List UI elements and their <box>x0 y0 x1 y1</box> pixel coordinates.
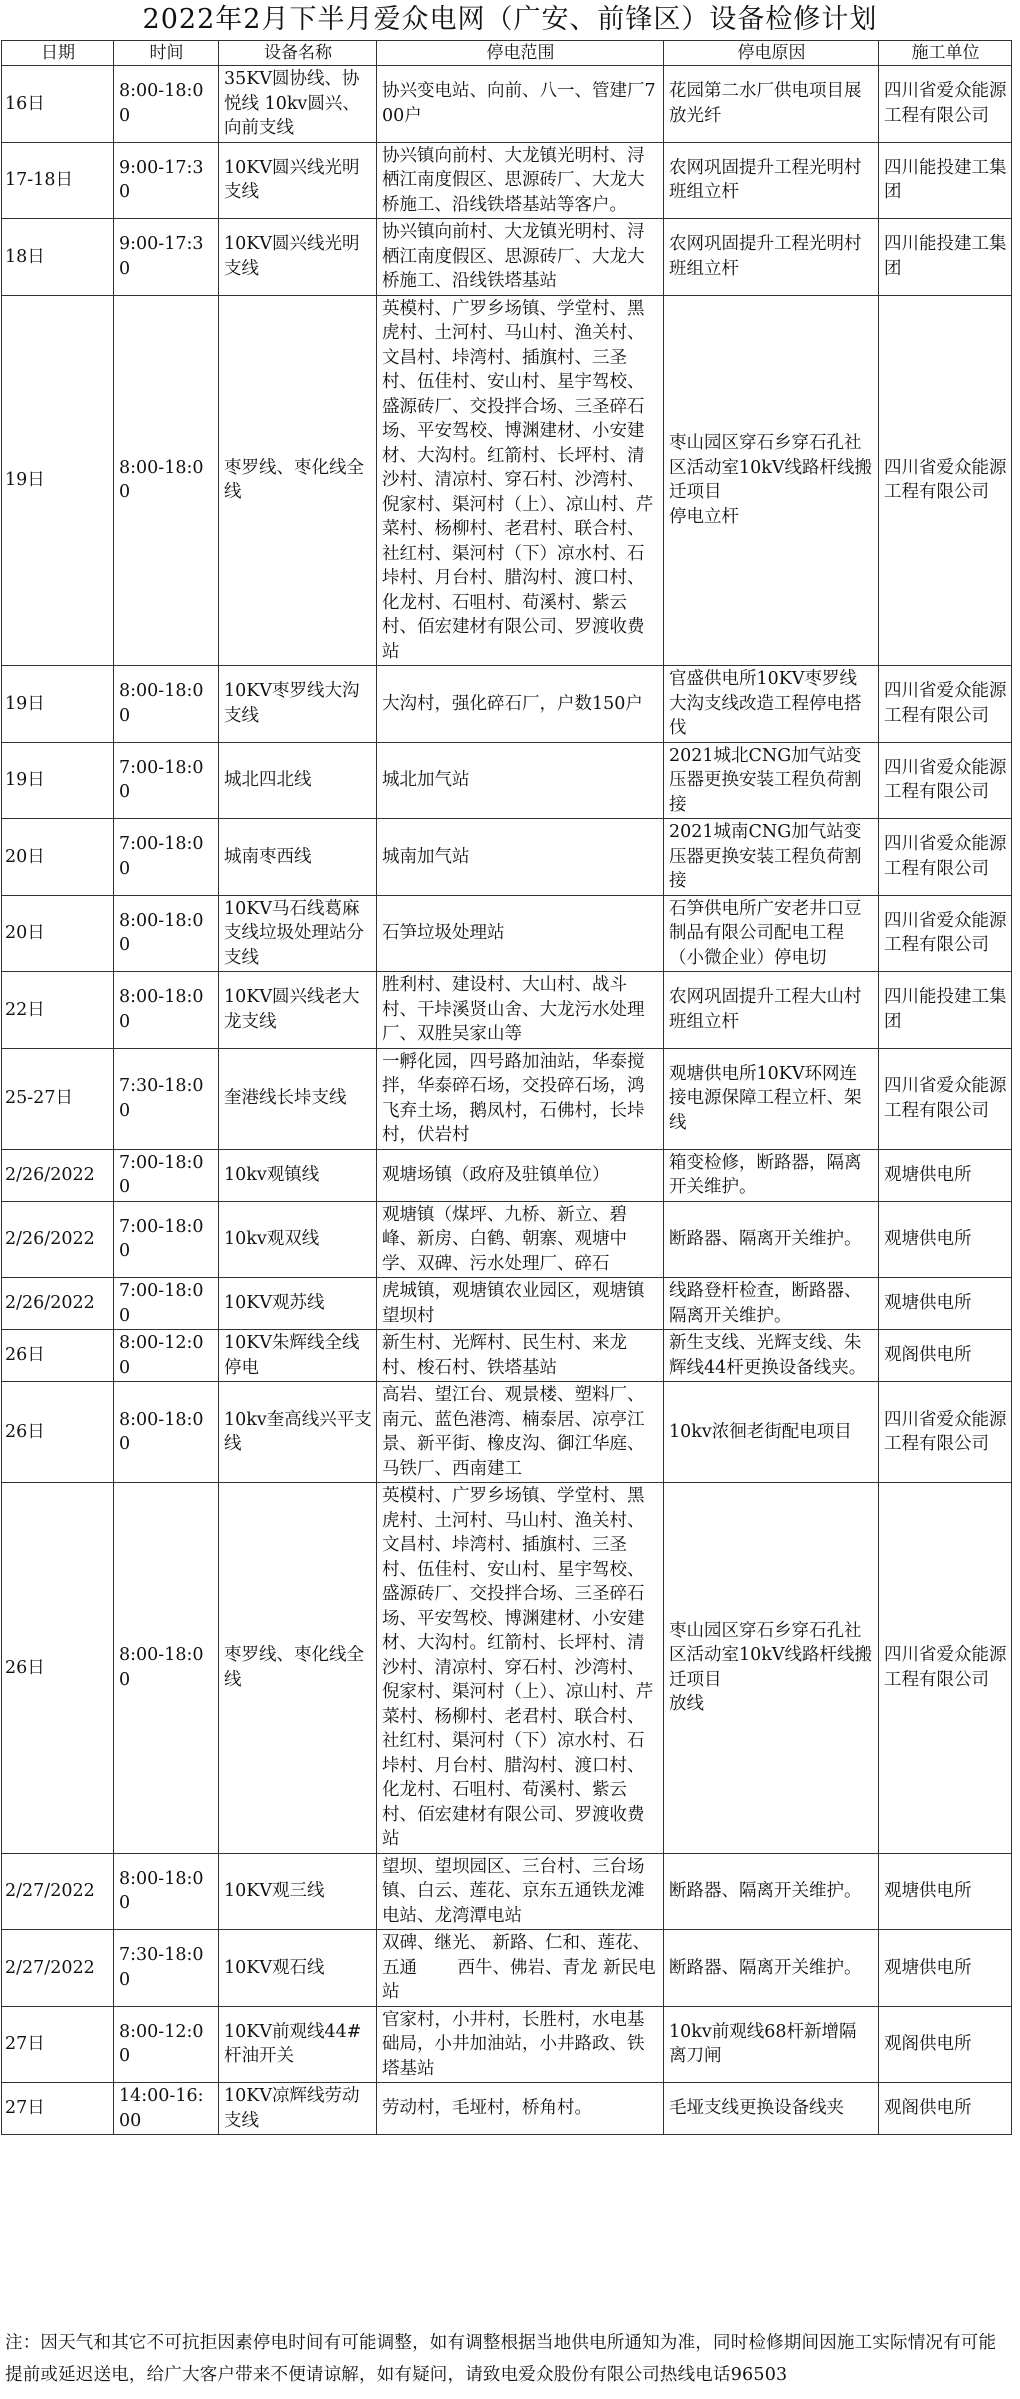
time-cell: 8:00-18:00 <box>114 895 219 972</box>
scope-cell: 虎城镇，观塘镇农业园区，观塘镇望坝村 <box>377 1278 664 1330</box>
table-row <box>2 1330 1012 1382</box>
unit-cell: 观阁供电所 <box>879 2083 1012 2135</box>
footnote: 注：因天气和其它不可抗拒因素停电时间有可能调整，如有调整根据当地供电所通知为准，同时检修期间因施工实际情况有可能提前或延迟送电，给广大客户带来不便请谅解，如有疑问，请致电爱众股份有限公司热线电话96503 <box>5 2333 997 2385</box>
date-cell: 16日 <box>2 66 114 143</box>
unit-cell: 四川省爱众能源工程有限公司 <box>879 666 1012 743</box>
table-row <box>2 142 1012 219</box>
scope-cell: 劳动村，毛垭村，桥角村。 <box>377 2083 664 2135</box>
reason-cell: 10kv浓徊老街配电项目 <box>664 1382 879 1483</box>
column-header: 时间 <box>114 41 219 66</box>
time-cell: 7:00-18:00 <box>114 819 219 896</box>
reason-cell: 农网巩固提升工程光明村班组立杆 <box>664 219 879 296</box>
unit-cell: 观塘供电所 <box>879 1853 1012 1930</box>
device-cell: 城北四北线 <box>219 742 377 819</box>
table-row <box>2 972 1012 1049</box>
unit-cell: 四川省爱众能源工程有限公司 <box>879 295 1012 666</box>
date-cell: 2/27/2022 <box>2 1853 114 1930</box>
scope-cell: 石笋垃圾处理站 <box>377 895 664 972</box>
time-cell: 8:00-18:00 <box>114 666 219 743</box>
reason-cell: 石笋供电所广安老井口豆制品有限公司配电工程（小微企业）停电切 <box>664 895 879 972</box>
unit-cell: 观塘供电所 <box>879 1930 1012 2007</box>
device-cell: 35KV圆协线、协悦线 10kv圆兴、向前支线 <box>219 66 377 143</box>
unit-cell: 观塘供电所 <box>879 1201 1012 1278</box>
table-row <box>2 895 1012 972</box>
time-cell: 7:30-18:00 <box>114 1048 219 1149</box>
document-title: 2022年2月下半月爱众电网（广安、前锋区）设备检修计划 <box>142 4 878 35</box>
date-cell: 19日 <box>2 295 114 666</box>
device-cell: 10KV圆兴线光明支线 <box>219 219 377 296</box>
reason-cell: 断路器、隔离开关维护。 <box>664 1853 879 1930</box>
device-cell: 10KV观石线 <box>219 1930 377 2007</box>
table-row <box>2 666 1012 743</box>
device-cell: 10KV枣罗线大沟支线 <box>219 666 377 743</box>
scope-cell: 观塘场镇（政府及驻镇单位） <box>377 1149 664 1201</box>
device-cell: 奎港线长垰支线 <box>219 1048 377 1149</box>
table-row <box>2 1149 1012 1201</box>
date-cell: 27日 <box>2 2083 114 2135</box>
time-cell: 7:00-18:00 <box>114 742 219 819</box>
table-row <box>2 66 1012 143</box>
column-header: 施工单位 <box>879 41 1012 66</box>
reason-cell: 箱变检修，断路器，隔离开关维护。 <box>664 1149 879 1201</box>
table-row <box>2 819 1012 896</box>
reason-cell: 毛垭支线更换设备线夹 <box>664 2083 879 2135</box>
scope-cell: 新生村、光辉村、民生村、来龙村、梭石村、铁塔基站 <box>377 1330 664 1382</box>
unit-cell: 观塘供电所 <box>879 1278 1012 1330</box>
scope-cell: 协兴镇向前村、大龙镇光明村、浔栖江南度假区、思源砖厂、大龙大桥施工、沿线铁塔基站等客户。 <box>377 142 664 219</box>
device-cell: 10KV马石线葛麻支线垃圾处理站分支线 <box>219 895 377 972</box>
reason-cell: 农网巩固提升工程大山村班组立杆 <box>664 972 879 1049</box>
scope-cell: 城北加气站 <box>377 742 664 819</box>
scope-cell: 高岩、望江台、观景楼、塑料厂、南元、蓝色港湾、楠泰居、凉亭江景、新平街、橡皮沟、御江华庭、马铁厂、西南建工 <box>377 1382 664 1483</box>
reason-cell: 线路登杆检查，断路器、隔离开关维护。 <box>664 1278 879 1330</box>
device-cell: 10KV凉辉线劳动支线 <box>219 2083 377 2135</box>
date-cell: 26日 <box>2 1382 114 1483</box>
scope-cell: 双碑、继光、 新路、仁和、莲花、五通 西牛、佛岩、青龙 新民电站 <box>377 1930 664 2007</box>
table-row <box>2 1483 1012 1854</box>
table-row <box>2 2006 1012 2083</box>
reason-cell: 枣山园区穿石乡穿石孔社区活动室10kV线路杆线搬迁项目 放线 <box>664 1483 879 1854</box>
device-cell: 枣罗线、枣化线全线 <box>219 1483 377 1854</box>
time-cell: 8:00-12:00 <box>114 1330 219 1382</box>
scope-cell: 大沟村，强化碎石厂，户数150户 <box>377 666 664 743</box>
scope-cell: 英模村、广罗乡场镇、学堂村、黑虎村、土河村、马山村、渔关村、文昌村、垰湾村、插旗村、三圣村、伍佳村、安山村、星宇驾校、盛源砖厂、交投拌合场、三圣碎石场、平安驾校、博渊建材、小安建材、大沟村。红箭村、长坪村、清沙村、清凉村、穿石村、沙湾村、倪家村、渠河村（上）、凉山村、芹菜村、杨柳村、老君村、联合村、社红村、渠河村（下）凉水村、石垰村、月台村、腊沟村、渡口村、化龙村、石咀村、荀溪村、紫云村、佰宏建材有限公司、罗渡收费站 <box>377 295 664 666</box>
scope-cell: 英模村、广罗乡场镇、学堂村、黑虎村、土河村、马山村、渔关村、文昌村、垰湾村、插旗村、三圣村、伍佳村、安山村、星宇驾校、盛源砖厂、交投拌合场、三圣碎石场、平安驾校、博渊建材、小安建材、大沟村。红箭村、长坪村、清沙村、清凉村、穿石村、沙湾村、倪家村、渠河村（上）、凉山村、芹菜村、杨柳村、老君村、联合村、社红村、渠河村（下）凉水村、石垰村、月台村、腊沟村、渡口村、化龙村、石咀村、荀溪村、紫云村、佰宏建材有限公司、罗渡收费站 <box>377 1483 664 1854</box>
column-header: 设备名称 <box>219 41 377 66</box>
unit-cell: 四川省爱众能源工程有限公司 <box>879 742 1012 819</box>
time-cell: 7:30-18:00 <box>114 1930 219 2007</box>
time-cell: 7:00-18:00 <box>114 1149 219 1201</box>
device-cell: 城南枣西线 <box>219 819 377 896</box>
table-row <box>2 219 1012 296</box>
table-header-row <box>2 41 1012 66</box>
table-row <box>2 1930 1012 2007</box>
device-cell: 10KV圆兴线老大龙支线 <box>219 972 377 1049</box>
scope-cell: 官家村，小井村，长胜村，水电基础局，小井加油站，小井路政、铁塔基站 <box>377 2006 664 2083</box>
unit-cell: 观阁供电所 <box>879 1330 1012 1382</box>
device-cell: 10KV观三线 <box>219 1853 377 1930</box>
date-cell: 26日 <box>2 1483 114 1854</box>
time-cell: 7:00-18:00 <box>114 1278 219 1330</box>
device-cell: 10KV圆兴线光明支线 <box>219 142 377 219</box>
reason-cell: 2021城南CNG加气站变压器更换安装工程负荷割接 <box>664 819 879 896</box>
unit-cell: 四川省爱众能源工程有限公司 <box>879 1483 1012 1854</box>
time-cell: 7:00-18:00 <box>114 1201 219 1278</box>
column-header: 日期 <box>2 41 114 66</box>
date-cell: 18日 <box>2 219 114 296</box>
date-cell: 22日 <box>2 972 114 1049</box>
device-cell: 枣罗线、枣化线全线 <box>219 295 377 666</box>
reason-cell: 官盛供电所10KV枣罗线大沟支线改造工程停电搭伐 <box>664 666 879 743</box>
table-row <box>2 2083 1012 2135</box>
scope-cell: 望坝、望坝园区、三台村、三台场镇、白云、莲花、京东五通铁龙滩电站、龙湾潭电站 <box>377 1853 664 1930</box>
reason-cell: 断路器、隔离开关维护。 <box>664 1201 879 1278</box>
column-header: 停电范围 <box>377 41 664 66</box>
table-row <box>2 1853 1012 1930</box>
time-cell: 9:00-17:30 <box>114 142 219 219</box>
unit-cell: 观塘供电所 <box>879 1149 1012 1201</box>
time-cell: 8:00-18:00 <box>114 1382 219 1483</box>
reason-cell: 10kv前观线68杆新增隔离刀闸 <box>664 2006 879 2083</box>
table-row <box>2 742 1012 819</box>
maintenance-schedule-table <box>1 40 1012 2135</box>
time-cell: 8:00-18:00 <box>114 66 219 143</box>
scope-cell: 一孵化园，四号路加油站，华泰搅拌，华泰碎石场，交投碎石场，鸿飞弃土场，鹅凤村，石佛村，长垰村，伏岩村 <box>377 1048 664 1149</box>
date-cell: 19日 <box>2 742 114 819</box>
column-header: 停电原因 <box>664 41 879 66</box>
reason-cell: 新生支线、光辉支线、朱辉线44杆更换设备线夹。 <box>664 1330 879 1382</box>
time-cell: 9:00-17:30 <box>114 219 219 296</box>
time-cell: 8:00-18:00 <box>114 1483 219 1854</box>
device-cell: 10kv观镇线 <box>219 1149 377 1201</box>
time-cell: 8:00-18:00 <box>114 295 219 666</box>
unit-cell: 四川省爱众能源工程有限公司 <box>879 66 1012 143</box>
scope-cell: 协兴镇向前村、大龙镇光明村、浔栖江南度假区、思源砖厂、大龙大桥施工、沿线铁塔基站 <box>377 219 664 296</box>
date-cell: 19日 <box>2 666 114 743</box>
date-cell: 25-27日 <box>2 1048 114 1149</box>
time-cell: 8:00-12:00 <box>114 2006 219 2083</box>
device-cell: 10KV观苏线 <box>219 1278 377 1330</box>
time-cell: 14:00-16:00 <box>114 2083 219 2135</box>
reason-cell: 农网巩固提升工程光明村班组立杆 <box>664 142 879 219</box>
reason-cell: 观塘供电所10KV环网连接电源保障工程立杆、架线 <box>664 1048 879 1149</box>
unit-cell: 四川能投建工集团 <box>879 142 1012 219</box>
unit-cell: 观阁供电所 <box>879 2006 1012 2083</box>
unit-cell: 四川省爱众能源工程有限公司 <box>879 895 1012 972</box>
date-cell: 20日 <box>2 895 114 972</box>
scope-cell: 城南加气站 <box>377 819 664 896</box>
reason-cell: 枣山园区穿石乡穿石孔社区活动室10kV线路杆线搬迁项目 停电立杆 <box>664 295 879 666</box>
date-cell: 27日 <box>2 2006 114 2083</box>
unit-cell: 四川能投建工集团 <box>879 219 1012 296</box>
table-row <box>2 1201 1012 1278</box>
scope-cell: 胜利村、建设村、大山村、战斗村、干垰溪贤山舍、大龙污水处理厂、双胜吴家山等 <box>377 972 664 1049</box>
scope-cell: 观塘镇（煤坪、九桥、新立、碧峰、新房、白鹤、朝寨、观塘中学、双碑、污水处理厂、碎石 <box>377 1201 664 1278</box>
date-cell: 17-18日 <box>2 142 114 219</box>
reason-cell: 2021城北CNG加气站变压器更换安装工程负荷割接 <box>664 742 879 819</box>
unit-cell: 四川省爱众能源工程有限公司 <box>879 819 1012 896</box>
time-cell: 8:00-18:00 <box>114 972 219 1049</box>
table-row <box>2 1382 1012 1483</box>
device-cell: 10kv观双线 <box>219 1201 377 1278</box>
date-cell: 2/26/2022 <box>2 1201 114 1278</box>
table-row <box>2 295 1012 666</box>
date-cell: 2/26/2022 <box>2 1149 114 1201</box>
table-row <box>2 1278 1012 1330</box>
date-cell: 26日 <box>2 1330 114 1382</box>
reason-cell: 断路器、隔离开关维护。 <box>664 1930 879 2007</box>
table-row <box>2 1048 1012 1149</box>
device-cell: 10kv奎高线兴平支线 <box>219 1382 377 1483</box>
unit-cell: 四川省爱众能源工程有限公司 <box>879 1382 1012 1483</box>
device-cell: 10KV朱辉线全线停电 <box>219 1330 377 1382</box>
date-cell: 2/27/2022 <box>2 1930 114 2007</box>
scope-cell: 协兴变电站、向前、八一、管建厂700户 <box>377 66 664 143</box>
date-cell: 20日 <box>2 819 114 896</box>
date-cell: 2/26/2022 <box>2 1278 114 1330</box>
time-cell: 8:00-18:00 <box>114 1853 219 1930</box>
reason-cell: 花园第二水厂供电项目展放光纤 <box>664 66 879 143</box>
device-cell: 10KV前观线44#杆油开关 <box>219 2006 377 2083</box>
unit-cell: 四川能投建工集团 <box>879 972 1012 1049</box>
unit-cell: 四川省爱众能源工程有限公司 <box>879 1048 1012 1149</box>
